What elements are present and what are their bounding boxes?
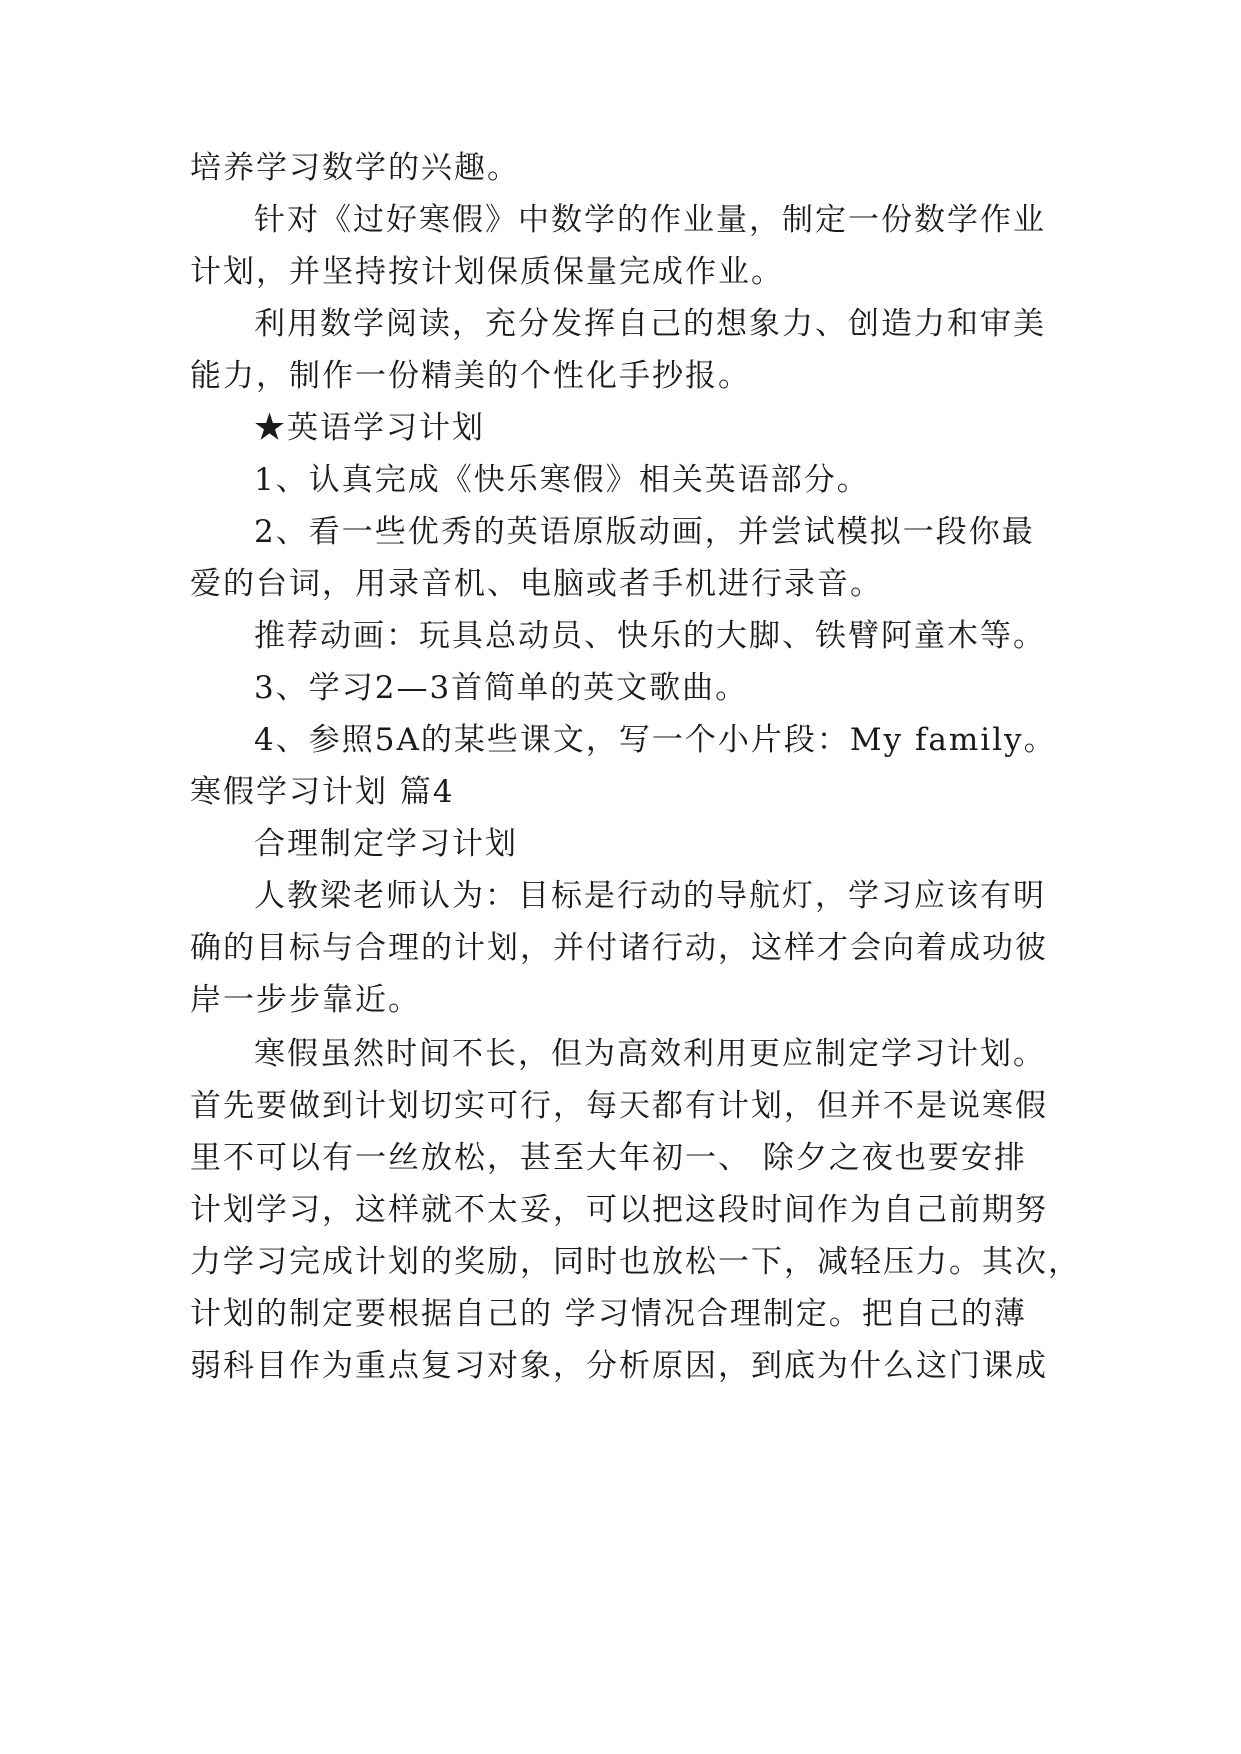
text-line: 弱科目作为重点复习对象，分析原因，到底为什么这门课成 <box>190 1348 1048 1384</box>
text-line: 利用数学阅读，充分发挥自己的想象力、创造力和审美 <box>254 306 1046 342</box>
section-title: 寒假学习计划 篇4 <box>190 774 455 810</box>
text-line: 人教梁老师认为：目标是行动的导航灯，学习应该有明 <box>254 878 1046 914</box>
text-line: 计划学习，这样就不太妥，可以把这段时间作为自己前期努 <box>190 1192 1048 1228</box>
text-line: 寒假虽然时间不长，但为高效利用更应制定学习计划。 <box>254 1036 1046 1072</box>
text-line: 培养学习数学的兴趣。 <box>190 150 520 186</box>
list-item: 3、学习2—3首简单的英文歌曲。 <box>254 670 749 706</box>
text-line: 首先要做到计划切实可行，每天都有计划，但并不是说寒假 <box>190 1088 1048 1124</box>
section-heading: 合理制定学习计划 <box>254 826 518 862</box>
text-line: 计划的制定要根据自己的 学习情况合理制定。把自己的薄 <box>190 1296 1027 1332</box>
text-line: 能力，制作一份精美的个性化手抄报。 <box>190 358 751 394</box>
text-line: 计划，并坚持按计划保质保量完成作业。 <box>190 254 784 290</box>
text-line: 确的目标与合理的计划，并付诸行动，这样才会向着成功彼 <box>190 930 1048 966</box>
text-line: 里不可以有一丝放松，甚至大年初一、 除夕之夜也要安排 <box>190 1140 1027 1176</box>
section-heading: ★英语学习计划 <box>254 410 485 446</box>
list-item: 2、看一些优秀的英语原版动画，并尝试模拟一段你最 <box>254 514 1035 550</box>
text-line: 岸一步步靠近。 <box>190 982 421 1018</box>
text-line: 针对《过好寒假》中数学的作业量，制定一份数学作业 <box>254 202 1046 238</box>
text-line: 爱的台词，用录音机、电脑或者手机进行录音。 <box>190 566 883 602</box>
list-item: 4、参照5A的某些课文，写一个小片段：My family。 <box>254 722 1057 758</box>
text-line: 力学习完成计划的奖励，同时也放松一下，减轻压力。其次， <box>190 1244 1081 1280</box>
list-item: 1、认真完成《快乐寒假》相关英语部分。 <box>254 462 870 498</box>
text-line: 推荐动画：玩具总动员、快乐的大脚、铁臂阿童木等。 <box>254 618 1046 654</box>
